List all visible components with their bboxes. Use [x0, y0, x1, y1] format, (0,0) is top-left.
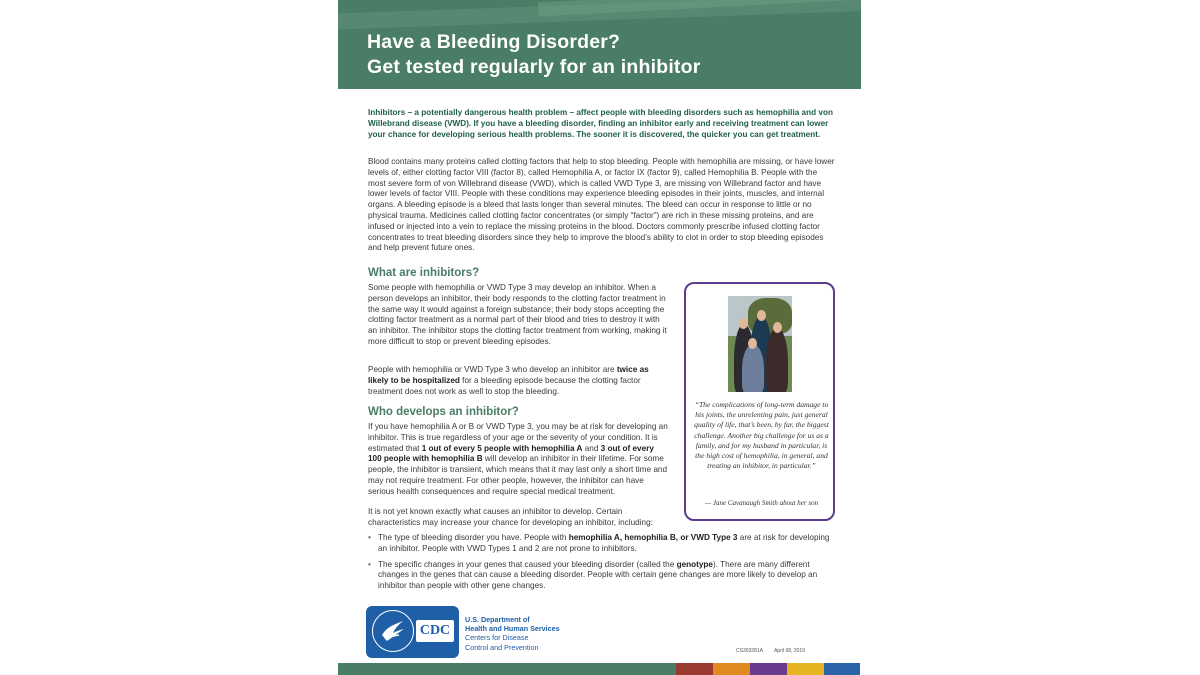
footer-color-segment: [566, 663, 623, 675]
intro-paragraph: Inhibitors – a potentially dangerous health problem – affect people with bleeding disorders such as hemophilia and von Willebrand disease (VWD). If you have a bleeding disorder, finding an inhibitor early and receiving treatment can lower your chance for developing serious health problems. The sooner it is discovered, the quicker you can get treatment.: [368, 108, 833, 139]
footer-color-segment: [713, 663, 750, 675]
hospitalized-paragraph: People with hemophilia or VWD Type 3 who develop an inhibitor are twice as likely to be hospitalized for a bleeding episode because the clotting factor treatment does not work as well to stop the bleeding.: [368, 365, 649, 396]
footer-color-segment: [509, 663, 566, 675]
quote-sidebar: [684, 282, 835, 521]
testimonial-quote: “The complications of long-term damage to his joints, the unrelenting pain, just general quality of life, that’s been, by far, the biggest challenge. Another big challenge for us as a family, and for my husband in particular, is the high cost of hemophilia, in general, and treating an inhibitor, in particular.”: [694, 400, 829, 471]
risk-paragraph: If you have hemophilia A or B or VWD Type 3, you may be at risk for developing an inhibitor. This is true regardless of your age or the severity of your condition. It is estimated that 1 out of every 5 people with hemophilia A and 3 out of every 100 people with hemophilia B will develop an inhibitor in their lifetime. For some people, the inhibitor is transient, which means that it may last only a short time and may not require treatment. For other people, however, the inhibitor can have serious health consequences and require special medical treatment.: [368, 422, 668, 496]
footer-color-segment: [623, 663, 676, 675]
document-page: [338, 0, 861, 675]
footer-color-segment: [338, 663, 395, 675]
bullet-icon: •: [368, 559, 371, 569]
list-item: • The specific changes in your genes that caused your bleeding disorder (called the genotype). There are many different changes in the genes that can cause a bleeding disorder. People with certain gene changes are more likely to develop an inhibitor than people with other gene changes.: [368, 559, 818, 591]
eagle-icon: [379, 617, 407, 645]
header-banner: [338, 0, 861, 89]
emphasis-text: hemophilia A, hemophilia B, or VWD Type 3: [568, 533, 738, 542]
emphasis-text: twice as likely to be hospitalized: [368, 365, 649, 385]
document-date: April 08, 2019: [774, 648, 805, 654]
document-codes: [736, 648, 815, 654]
family-photo: [728, 296, 792, 392]
causes-paragraph: It is not yet known exactly what causes an inhibitor to develop. Certain characteristics may increase your chance for developing an inhibitor, including:: [368, 507, 653, 527]
footer-color-segment: [750, 663, 787, 675]
inhibitors-paragraph: Some people with hemophilia or VWD Type 3 may develop an inhibitor. When a person develops an inhibitor, their body responds to the clotting factor treatment in the same way it would against a foreign substance; their body stops accepting the clotting factor treatment as a normal part of their blood and tries to destroy it with an inhibitor. The inhibitor stops the clotting factor treatment from working, making it more difficult to stop or prevent bleeding episodes.: [368, 283, 667, 346]
footer-color-segment: [676, 663, 713, 675]
document-id: CS303281A: [736, 648, 763, 654]
page-title: Have a Bleeding Disorder?: [367, 31, 621, 53]
footer-color-segment: [395, 663, 452, 675]
bullet-list: [368, 533, 836, 592]
section-heading-who-develops: Who develops an inhibitor?: [368, 406, 519, 418]
quote-attribution: — Jane Cavanaugh Smith about her son: [704, 499, 819, 507]
cdc-wordmark: CDC: [416, 620, 454, 642]
emphasis-text: genotype: [676, 559, 713, 569]
cdc-hhs-logo: [366, 606, 459, 658]
agency-name: U.S. Department of Health and Human Services Centers for Disease Control and Prevention: [465, 615, 560, 652]
section-heading-what-are-inhibitors: What are inhibitors?: [368, 267, 480, 279]
footer-color-segment: [787, 663, 824, 675]
body-paragraph: Blood contains many proteins called clotting factors that help to stop bleeding. People with hemophilia are missing, or have lower levels of, either clotting factor VIII (factor 8), called Hemophilia A, or factor IX (factor 9), called Hemophilia B. People with the most severe form of von Willebrand disease (VWD), which is called VWD Type 3, are missing von Willebrand factor and have lower levels of factor VIII. People with these conditions may experience bleeding episodes in their joints, muscles, and internal organs. A bleeding episode is a bleed that lasts longer than several minutes. The bleed can occur in response to little or no physical trauma. Medicines called clotting factor concentrates (or simply “factor”) are rich in these missing proteins, and are infused or injected into a vein to replace the missing proteins in the blood. Doctors commonly prescribe infused clotting factor concentrates to treat bleeding disorders since they help to improve the blood’s ability to clot in order to stop bleeding episodes and help prevent future ones.: [368, 157, 835, 253]
bullet-icon: •: [368, 533, 371, 542]
emphasis-text: 1 out of every 5 people with hemophilia A: [421, 443, 583, 453]
footer-color-segment: [452, 663, 509, 675]
footer-color-bar: [338, 663, 861, 675]
page-subtitle: Get tested regularly for an inhibitor: [367, 56, 701, 78]
list-item: • The type of bleeding disorder you have. People with hemophilia A, hemophilia B, or VWD Type 3 are at risk for developing an inhibitor. People with VWD Types 1 and 2 are not prone to inhibitors.: [368, 533, 830, 553]
emphasis-text: 3 out of every 100 people with hemophilia B: [368, 443, 654, 464]
footer-color-segment: [824, 663, 860, 675]
